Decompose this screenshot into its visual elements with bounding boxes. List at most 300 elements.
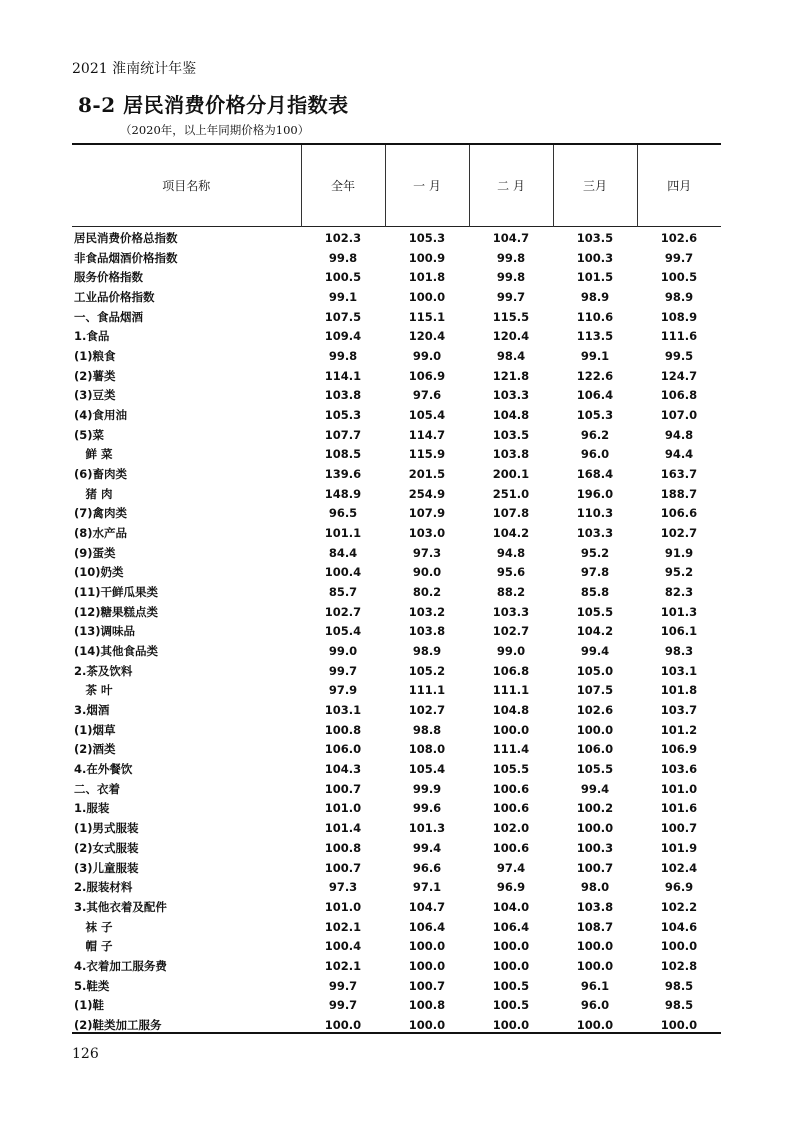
- table-row: [72, 918, 721, 938]
- row-label: 鲜 菜: [74, 447, 113, 462]
- row-label: 服务价格指数: [74, 270, 143, 285]
- row-label: (2)女式服装: [74, 840, 139, 855]
- index-value: 102.7: [492, 624, 530, 639]
- table-row: [72, 268, 721, 288]
- index-value: 101.4: [324, 821, 362, 836]
- table-row: [72, 386, 721, 406]
- table-row: [72, 937, 721, 957]
- index-value: 100.8: [324, 722, 362, 737]
- index-value: 101.6: [660, 801, 698, 816]
- table-row: [72, 327, 721, 347]
- table-row: [72, 406, 721, 426]
- table-row: [72, 288, 721, 308]
- index-value: 101.5: [576, 270, 614, 285]
- index-value: 102.6: [660, 231, 698, 245]
- table-row: [72, 524, 721, 544]
- index-value: 96.0: [580, 998, 610, 1013]
- index-value: 100.5: [492, 998, 530, 1013]
- index-value: 100.4: [324, 939, 362, 954]
- index-value: 102.7: [660, 526, 698, 541]
- index-value: 98.9: [580, 290, 610, 305]
- index-value: 106.9: [408, 368, 446, 383]
- row-label: (8)水产品: [74, 526, 128, 541]
- index-value: 103.8: [324, 388, 362, 403]
- table-row: [72, 996, 721, 1016]
- index-value: 98.8: [412, 722, 442, 737]
- index-value: 99.1: [328, 290, 358, 305]
- index-value: 120.4: [492, 329, 530, 344]
- index-value: 98.0: [580, 880, 610, 895]
- table-row: [72, 227, 721, 249]
- index-value: 101.0: [324, 899, 362, 914]
- index-value: 106.4: [408, 919, 446, 934]
- index-value: 100.5: [660, 270, 698, 285]
- index-value: 105.3: [408, 231, 446, 245]
- header-annual: 全年: [301, 145, 385, 227]
- index-value: 106.1: [660, 624, 698, 639]
- index-value: 98.3: [664, 644, 694, 659]
- row-label: 5.鞋类: [74, 978, 110, 993]
- index-value: 106.0: [576, 742, 614, 757]
- table-row: [72, 957, 721, 977]
- row-label: 1.服装: [74, 801, 110, 816]
- table-row: [72, 859, 721, 879]
- table-row: [72, 544, 721, 564]
- index-value: 103.8: [492, 447, 530, 462]
- index-value: 100.7: [576, 860, 614, 875]
- index-value: 97.6: [412, 388, 442, 403]
- index-value: 114.7: [408, 427, 446, 442]
- table-row: [72, 563, 721, 583]
- index-value: 100.0: [492, 958, 530, 973]
- row-label: 4.在外餐饮: [74, 762, 133, 777]
- index-value: 99.8: [328, 250, 358, 265]
- index-value: 103.8: [408, 624, 446, 639]
- row-label: 二、衣着: [74, 781, 120, 796]
- index-value: 95.2: [580, 545, 610, 560]
- index-value: 97.4: [496, 860, 526, 875]
- index-value: 100.6: [492, 840, 530, 855]
- row-label: 居民消费价格总指数: [74, 231, 178, 245]
- index-value: 99.6: [412, 801, 442, 816]
- row-label: 茶 叶: [74, 683, 113, 698]
- index-value: 108.9: [660, 309, 698, 324]
- index-value: 100.7: [324, 860, 362, 875]
- index-value: 99.7: [496, 290, 526, 305]
- index-value: 100.0: [408, 290, 446, 305]
- index-value: 105.0: [576, 663, 614, 678]
- row-label: 3.其他衣着及配件: [74, 899, 167, 914]
- index-value: 100.5: [492, 978, 530, 993]
- row-label: 1.食品: [74, 329, 110, 344]
- index-value: 96.5: [328, 506, 358, 521]
- index-value: 102.1: [324, 919, 362, 934]
- index-value: 103.2: [408, 604, 446, 619]
- index-value: 91.9: [664, 545, 694, 560]
- index-value: 106.9: [660, 742, 698, 757]
- index-value: 99.4: [580, 644, 610, 659]
- index-value: 108.0: [408, 742, 446, 757]
- index-value: 105.3: [576, 408, 614, 423]
- index-value: 100.0: [492, 722, 530, 737]
- table-row: [72, 445, 721, 465]
- index-value: 94.8: [664, 427, 694, 442]
- index-value: 100.9: [408, 250, 446, 265]
- index-value: 196.0: [576, 486, 614, 501]
- table-row: [72, 603, 721, 623]
- index-value: 100.0: [660, 1017, 698, 1032]
- index-value: 106.4: [492, 919, 530, 934]
- row-label: (7)禽肉类: [74, 506, 128, 521]
- index-value: 103.8: [576, 899, 614, 914]
- price-index-table: [72, 145, 721, 1036]
- index-value: 115.9: [408, 447, 446, 462]
- index-value: 107.5: [576, 683, 614, 698]
- index-value: 99.0: [496, 644, 526, 659]
- index-value: 200.1: [492, 467, 530, 482]
- index-value: 99.8: [496, 250, 526, 265]
- index-value: 103.3: [576, 526, 614, 541]
- index-value: 107.8: [492, 506, 530, 521]
- index-value: 104.8: [492, 408, 530, 423]
- table-row: [72, 977, 721, 997]
- index-value: 102.4: [660, 860, 698, 875]
- row-label: (6)畜肉类: [74, 467, 128, 482]
- index-value: 103.5: [576, 231, 614, 245]
- index-value: 115.5: [492, 309, 530, 324]
- index-value: 114.1: [324, 368, 362, 383]
- index-value: 100.6: [492, 781, 530, 796]
- row-label: (11)干鲜瓜果类: [74, 585, 159, 600]
- index-value: 102.7: [324, 604, 362, 619]
- index-value: 111.1: [408, 683, 446, 698]
- index-value: 102.7: [408, 703, 446, 718]
- index-value: 168.4: [576, 467, 614, 482]
- index-value: 105.4: [324, 624, 362, 639]
- index-value: 104.0: [492, 899, 530, 914]
- index-value: 100.0: [492, 939, 530, 954]
- row-label: (14)其他食品类: [74, 644, 159, 659]
- index-value: 104.6: [660, 919, 698, 934]
- index-value: 108.5: [324, 447, 362, 462]
- index-value: 100.0: [324, 1017, 362, 1032]
- index-value: 100.0: [576, 958, 614, 973]
- table-row: [72, 839, 721, 859]
- index-value: 107.7: [324, 427, 362, 442]
- index-value: 111.6: [660, 329, 698, 344]
- table-row: [72, 662, 721, 682]
- index-value: 108.7: [576, 919, 614, 934]
- table-row: [72, 249, 721, 269]
- index-value: 106.8: [492, 663, 530, 678]
- index-value: 96.0: [580, 447, 610, 462]
- index-value: 103.0: [408, 526, 446, 541]
- index-value: 111.4: [492, 742, 530, 757]
- index-value: 94.4: [664, 447, 694, 462]
- index-value: 97.3: [412, 545, 442, 560]
- table-row: [72, 308, 721, 328]
- table-row: [72, 485, 721, 505]
- index-value: 105.4: [408, 408, 446, 423]
- index-value: 100.6: [492, 801, 530, 816]
- index-value: 107.9: [408, 506, 446, 521]
- table-row: [72, 465, 721, 485]
- index-value: 96.1: [580, 978, 610, 993]
- row-label: 袜 子: [74, 919, 113, 934]
- page-number: 126: [72, 1046, 99, 1062]
- row-label: 2.服装材料: [74, 880, 133, 895]
- index-value: 106.4: [576, 388, 614, 403]
- row-label: 4.衣着加工服务费: [74, 958, 167, 973]
- index-value: 101.0: [324, 801, 362, 816]
- index-value: 101.0: [660, 781, 698, 796]
- index-value: 97.1: [412, 880, 442, 895]
- table-row: [72, 760, 721, 780]
- index-value: 163.7: [660, 467, 698, 482]
- index-value: 97.3: [328, 880, 358, 895]
- index-value: 105.5: [576, 604, 614, 619]
- index-value: 100.0: [408, 958, 446, 973]
- row-label: (12)糖果糕点类: [74, 604, 159, 619]
- index-value: 100.4: [324, 565, 362, 580]
- table-row: [72, 721, 721, 741]
- row-label: 帽 子: [74, 939, 113, 954]
- row-label: (2)酒类: [74, 742, 116, 757]
- header-item-name: 项目名称: [162, 179, 211, 193]
- row-label: (5)菜: [74, 427, 105, 442]
- table-row: [72, 347, 721, 367]
- header-february: 二 月: [469, 145, 553, 227]
- index-value: 99.9: [412, 781, 442, 796]
- index-value: 100.7: [660, 821, 698, 836]
- index-value: 100.0: [660, 939, 698, 954]
- row-label: (1)男式服装: [74, 821, 139, 836]
- index-value: 80.2: [412, 585, 442, 600]
- index-value: 82.3: [664, 585, 694, 600]
- index-value: 124.7: [660, 368, 698, 383]
- index-value: 103.1: [324, 703, 362, 718]
- index-value: 102.0: [492, 821, 530, 836]
- row-label: (1)烟草: [74, 722, 116, 737]
- index-value: 103.7: [660, 703, 698, 718]
- index-value: 96.6: [412, 860, 442, 875]
- index-value: 101.8: [660, 683, 698, 698]
- index-value: 102.3: [324, 231, 362, 245]
- book-title: 2021 淮南统计年鉴: [72, 61, 197, 77]
- index-value: 99.7: [328, 978, 358, 993]
- index-value: 100.0: [576, 821, 614, 836]
- index-value: 97.9: [328, 683, 358, 698]
- index-value: 88.2: [496, 585, 526, 600]
- table-row: [72, 701, 721, 721]
- index-value: 104.2: [492, 526, 530, 541]
- row-label: (2)鞋类加工服务: [74, 1017, 162, 1032]
- index-value: 98.9: [412, 644, 442, 659]
- index-value: 101.3: [408, 821, 446, 836]
- header-april: 四月: [637, 145, 721, 227]
- table-row: [72, 622, 721, 642]
- index-value: 101.2: [660, 722, 698, 737]
- index-value: 102.6: [576, 703, 614, 718]
- index-value: 100.0: [492, 1017, 530, 1032]
- table-title: 8-2 居民消费价格分月指数表: [78, 93, 349, 117]
- table-row: [72, 583, 721, 603]
- index-value: 99.0: [412, 349, 442, 364]
- index-value: 99.7: [328, 663, 358, 678]
- row-label: (3)豆类: [74, 388, 116, 403]
- index-value: 99.8: [496, 270, 526, 285]
- row-label: 工业品价格指数: [74, 290, 155, 305]
- row-label: (9)蛋类: [74, 545, 116, 560]
- index-value: 100.3: [576, 250, 614, 265]
- index-value: 99.4: [412, 840, 442, 855]
- index-value: 95.2: [664, 565, 694, 580]
- index-value: 103.6: [660, 762, 698, 777]
- index-value: 101.3: [660, 604, 698, 619]
- index-value: 102.1: [324, 958, 362, 973]
- index-value: 101.1: [324, 526, 362, 541]
- index-value: 106.0: [324, 742, 362, 757]
- index-value: 100.5: [324, 270, 362, 285]
- index-value: 100.0: [576, 1017, 614, 1032]
- index-value: 100.7: [408, 978, 446, 993]
- row-label: 3.烟酒: [74, 703, 110, 718]
- index-value: 109.4: [324, 329, 362, 344]
- index-value: 115.1: [408, 309, 446, 324]
- index-value: 100.8: [324, 840, 362, 855]
- index-value: 201.5: [408, 467, 446, 482]
- table-row: [72, 878, 721, 898]
- index-value: 102.2: [660, 899, 698, 914]
- header-january: 一 月: [385, 145, 469, 227]
- index-value: 105.3: [324, 408, 362, 423]
- index-value: 98.4: [496, 349, 526, 364]
- table-row: [72, 819, 721, 839]
- index-value: 121.8: [492, 368, 530, 383]
- index-value: 251.0: [492, 486, 530, 501]
- index-value: 99.1: [580, 349, 610, 364]
- index-value: 106.6: [660, 506, 698, 521]
- table-row: [72, 642, 721, 662]
- row-label: (3)儿童服装: [74, 860, 139, 875]
- index-value: 104.8: [492, 703, 530, 718]
- row-label: (2)薯类: [74, 368, 116, 383]
- index-value: 95.6: [496, 565, 526, 580]
- index-value: 104.3: [324, 762, 362, 777]
- index-value: 84.4: [328, 545, 358, 560]
- index-value: 105.5: [492, 762, 530, 777]
- index-value: 104.7: [408, 899, 446, 914]
- table-row: [72, 504, 721, 524]
- table-row: [72, 367, 721, 387]
- index-value: 100.0: [408, 939, 446, 954]
- index-value: 85.8: [580, 585, 610, 600]
- index-value: 90.0: [412, 565, 442, 580]
- index-value: 102.8: [660, 958, 698, 973]
- index-value: 100.3: [576, 840, 614, 855]
- index-value: 100.8: [408, 998, 446, 1013]
- index-value: 100.0: [576, 939, 614, 954]
- header-row: [72, 145, 721, 227]
- index-value: 100.7: [324, 781, 362, 796]
- row-label: (1)鞋: [74, 998, 105, 1013]
- table-row: [72, 799, 721, 819]
- index-value: 113.5: [576, 329, 614, 344]
- table-row: [72, 898, 721, 918]
- index-value: 103.5: [492, 427, 530, 442]
- index-value: 122.6: [576, 368, 614, 383]
- index-value: 254.9: [408, 486, 446, 501]
- index-value: 99.0: [328, 644, 358, 659]
- index-value: 98.5: [664, 978, 694, 993]
- row-label: 猪 肉: [74, 486, 113, 501]
- index-value: 97.8: [580, 565, 610, 580]
- row-label: 一、食品烟酒: [74, 309, 143, 324]
- index-value: 103.3: [492, 604, 530, 619]
- table-row: [72, 426, 721, 446]
- index-value: 105.4: [408, 762, 446, 777]
- index-value: 100.0: [576, 722, 614, 737]
- index-value: 99.7: [328, 998, 358, 1013]
- row-label: 2.茶及饮料: [74, 663, 133, 678]
- index-value: 148.9: [324, 486, 362, 501]
- bottom-rule: [72, 1032, 721, 1034]
- index-value: 96.9: [496, 880, 526, 895]
- row-label: (10)奶类: [74, 565, 124, 580]
- index-value: 103.3: [492, 388, 530, 403]
- index-value: 101.8: [408, 270, 446, 285]
- table-note: （2020年，以上年同期价格为100）: [120, 123, 310, 137]
- table-row: [72, 681, 721, 701]
- index-value: 101.9: [660, 840, 698, 855]
- index-value: 107.5: [324, 309, 362, 324]
- table-body: [72, 227, 721, 1036]
- index-value: 105.5: [576, 762, 614, 777]
- index-value: 94.8: [496, 545, 526, 560]
- row-label: (4)食用油: [74, 408, 128, 423]
- index-value: 100.2: [576, 801, 614, 816]
- index-value: 111.1: [492, 683, 530, 698]
- index-value: 103.1: [660, 663, 698, 678]
- index-value: 110.6: [576, 309, 614, 324]
- index-value: 96.9: [664, 880, 694, 895]
- row-label: 非食品烟酒价格指数: [74, 250, 178, 265]
- index-value: 98.5: [664, 998, 694, 1013]
- index-value: 110.3: [576, 506, 614, 521]
- index-value: 105.2: [408, 663, 446, 678]
- index-value: 107.0: [660, 408, 698, 423]
- index-value: 100.0: [408, 1017, 446, 1032]
- index-value: 96.2: [580, 427, 610, 442]
- index-value: 188.7: [660, 486, 698, 501]
- index-value: 139.6: [324, 467, 362, 482]
- header-march: 三月: [553, 145, 637, 227]
- table-row: [72, 740, 721, 760]
- index-value: 98.9: [664, 290, 694, 305]
- index-value: 99.4: [580, 781, 610, 796]
- row-label: (1)粮食: [74, 349, 116, 364]
- index-value: 104.7: [492, 231, 530, 245]
- row-label: (13)调味品: [74, 624, 136, 639]
- index-value: 99.8: [328, 349, 358, 364]
- index-value: 106.8: [660, 388, 698, 403]
- index-value: 120.4: [408, 329, 446, 344]
- index-value: 85.7: [328, 585, 358, 600]
- table-row: [72, 780, 721, 800]
- index-value: 99.7: [664, 250, 694, 265]
- index-value: 104.2: [576, 624, 614, 639]
- index-value: 99.5: [664, 349, 694, 364]
